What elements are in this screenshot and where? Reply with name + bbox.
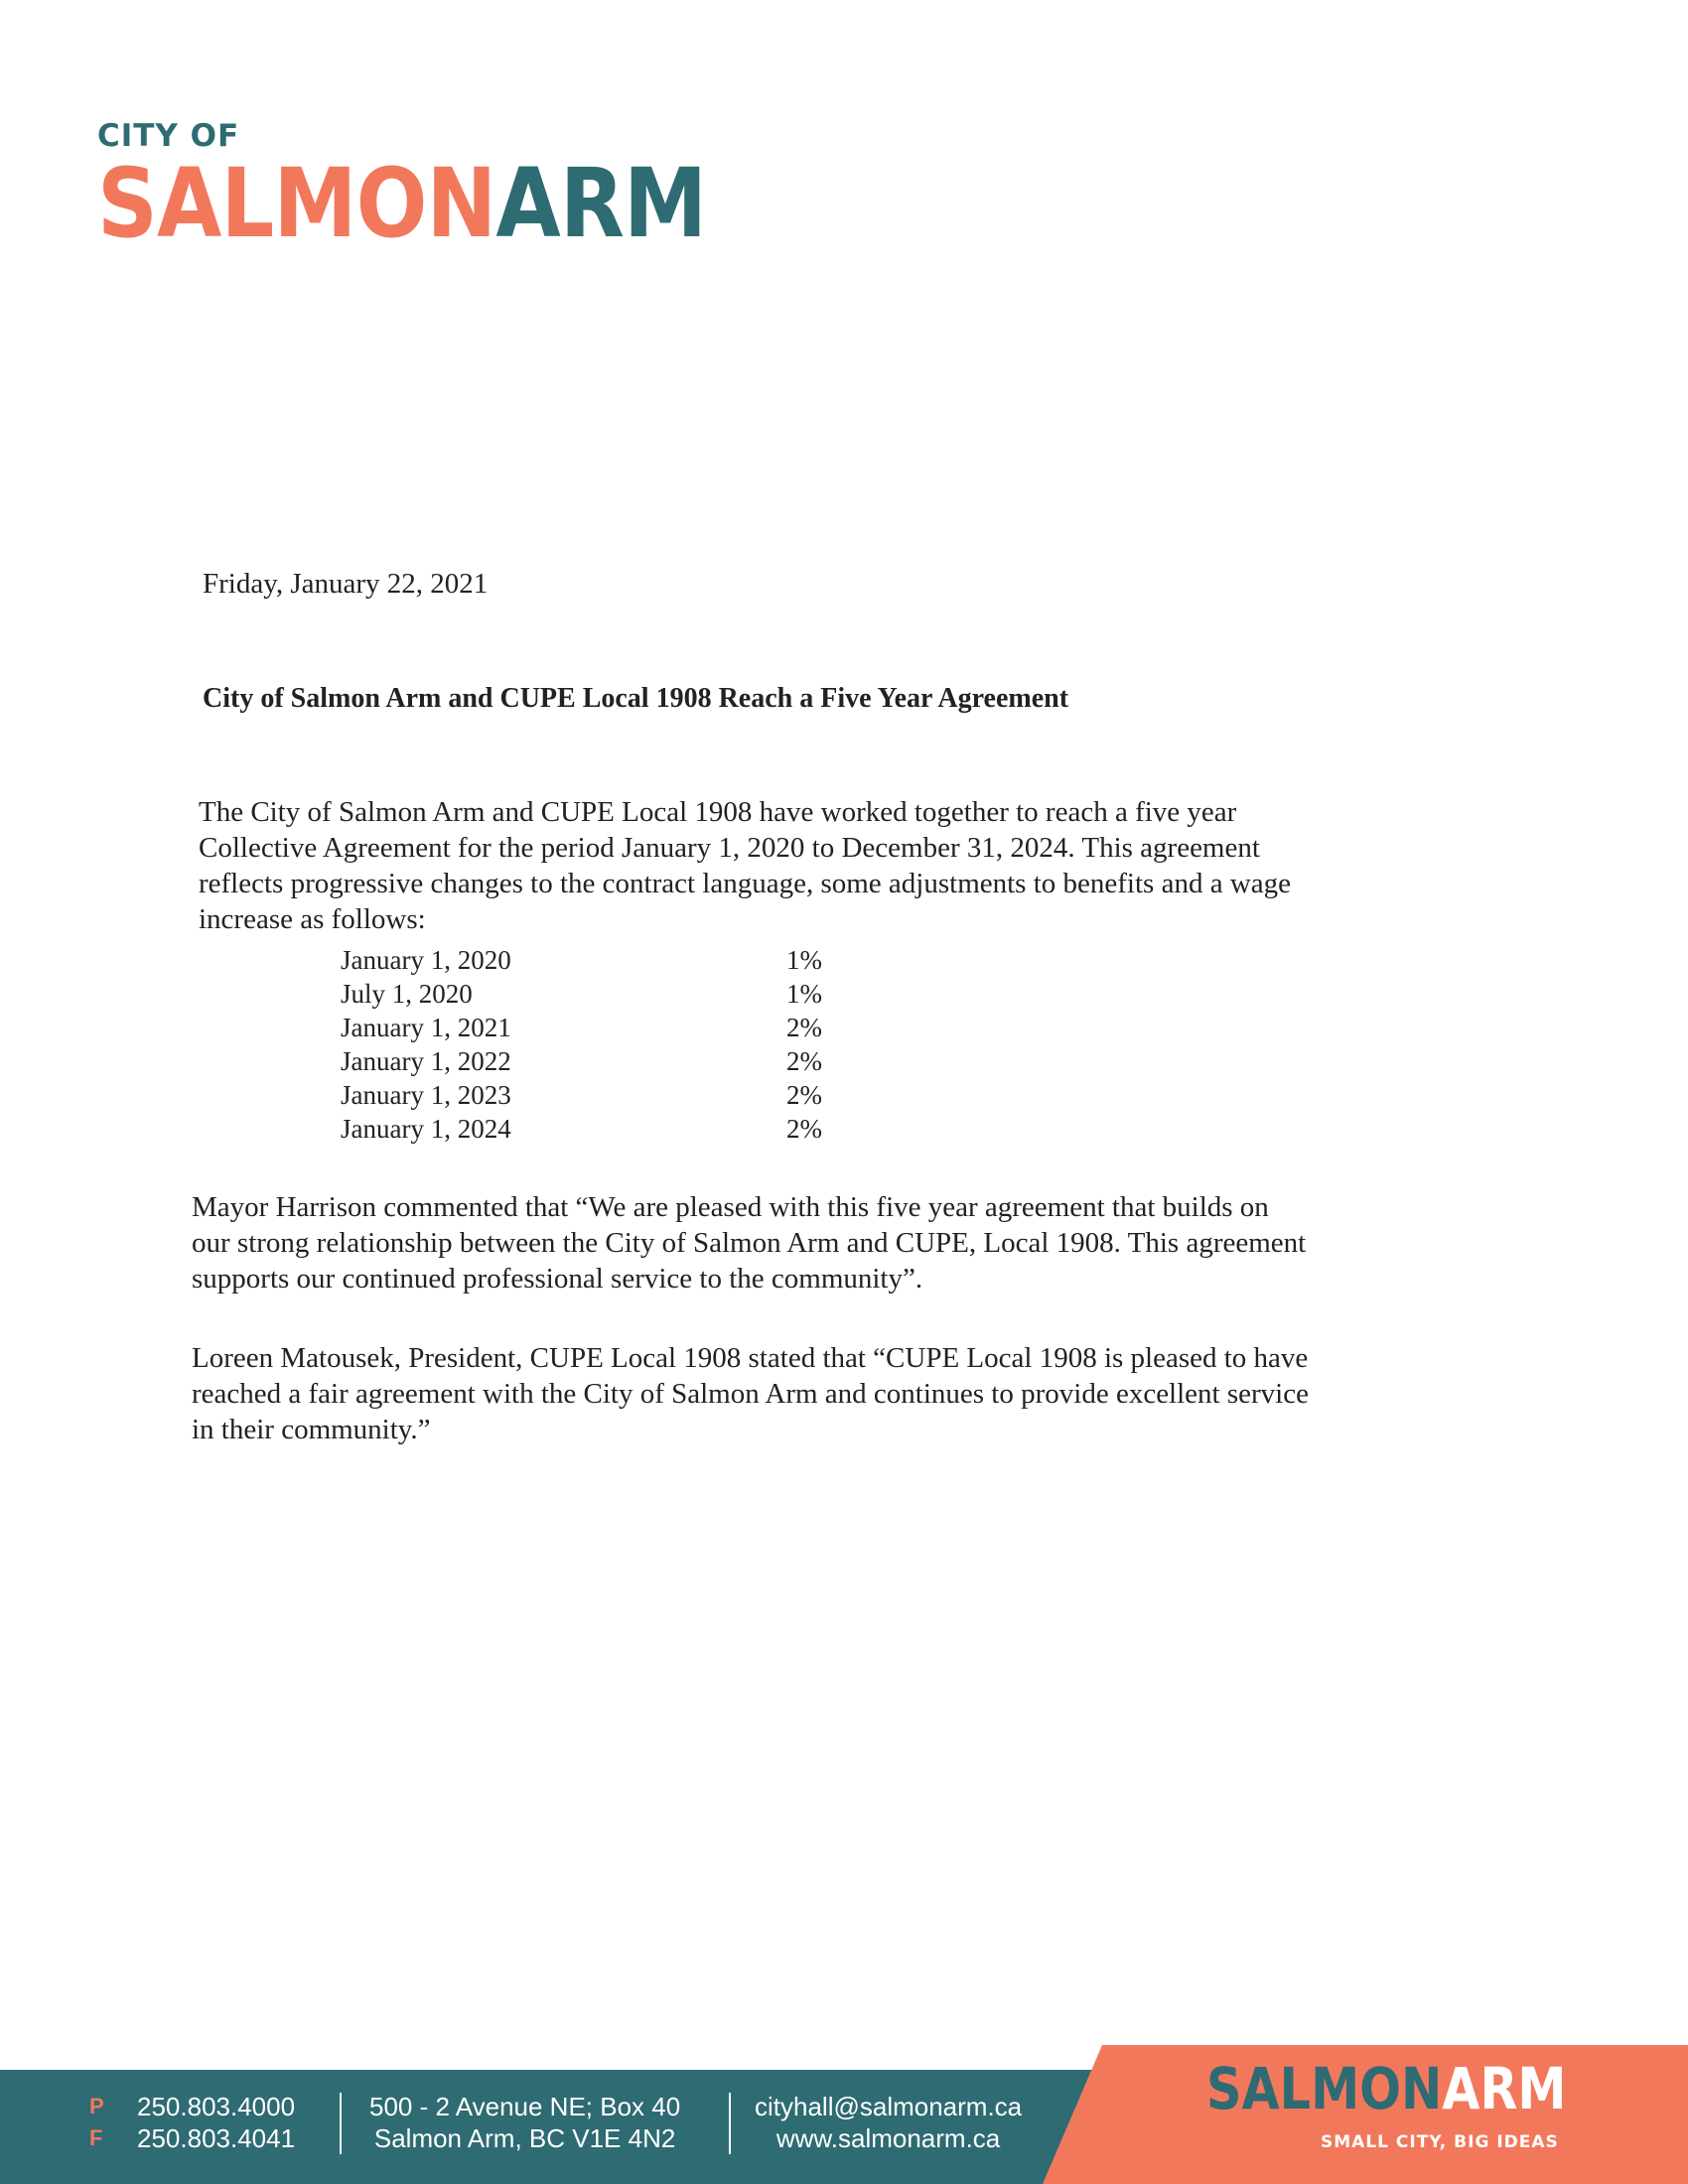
footer-address	[369, 2091, 680, 2154]
city-logo	[97, 118, 789, 259]
wage-row	[341, 1011, 837, 1044]
website-link[interactable]: www.salmonarm.ca	[775, 2123, 1001, 2153]
paragraph-line: in their community.”	[192, 1414, 431, 1445]
address-line: 500 - 2 Avenue NE; Box 40	[369, 2092, 681, 2121]
paragraph-president-quote	[192, 1340, 1309, 1447]
footer-tagline: SMALL CITY, BIG IDEAS	[1321, 2132, 1559, 2152]
paragraph-line: reflects progressive changes to the contract language, some adjustments to benefits and a wage	[199, 868, 1292, 899]
wage-row	[341, 943, 837, 977]
email-link[interactable]: cityhall@salmonarm.ca	[755, 2092, 1023, 2121]
wage-row	[341, 977, 837, 1011]
paragraph-line: supports our continued professional service to the community”.	[192, 1263, 923, 1295]
wage-date: July 1, 2020	[341, 979, 473, 1009]
paragraph-line: our strong relationship between the City of Salmon Arm and CUPE, Local 1908. This agreement	[192, 1227, 1307, 1259]
logo-salmon-text: SALMON	[97, 148, 496, 259]
wage-row	[341, 1112, 837, 1146]
footer-logo-salmon: SALMON	[1206, 2055, 1443, 2122]
wage-date: January 1, 2022	[341, 1046, 511, 1076]
wage-percent: 1%	[786, 945, 822, 975]
address-line: Salmon Arm, BC V1E 4N2	[373, 2123, 676, 2153]
wage-percent: 2%	[786, 1013, 822, 1042]
footer-logo-arm: ARM	[1442, 2055, 1567, 2122]
fax-number: 250.803.4041	[137, 2123, 296, 2153]
logo-city-of: CITY OF	[97, 118, 240, 154]
paragraph-agreement	[199, 794, 1291, 937]
wage-date: January 1, 2021	[341, 1013, 511, 1042]
paragraph-line: Mayor Harrison commented that “We are pleased with this five year agreement that builds on	[192, 1191, 1269, 1223]
paragraph-mayor-quote	[192, 1189, 1306, 1297]
phone-number: 250.803.4000	[137, 2092, 296, 2121]
footer-phones	[137, 2091, 295, 2154]
footer-divider	[340, 2093, 342, 2154]
footer-logo	[1206, 2055, 1567, 2122]
logo-arm-text: ARM	[495, 148, 707, 259]
footer-divider	[729, 2093, 731, 2154]
phone-label: P	[89, 2094, 104, 2118]
footer-web	[755, 2091, 1022, 2154]
logo-salmon-arm	[97, 148, 707, 259]
paragraph-line: increase as follows:	[199, 903, 426, 935]
wage-date: January 1, 2020	[341, 945, 511, 975]
paragraph-line: reached a fair agreement with the City of Salmon Arm and continues to provide excellent service	[192, 1378, 1309, 1410]
wage-row	[341, 1044, 837, 1078]
wage-percent: 2%	[786, 1080, 822, 1110]
paragraph-line: The City of Salmon Arm and CUPE Local 1908 have worked together to reach a five year	[199, 796, 1237, 828]
wage-percent: 2%	[786, 1114, 822, 1144]
wage-percent: 1%	[786, 979, 822, 1009]
paragraph-line: Loreen Matousek, President, CUPE Local 1908 stated that “CUPE Local 1908 is pleased to have	[192, 1342, 1309, 1374]
wage-date: January 1, 2023	[341, 1080, 511, 1110]
contact-labels	[89, 2091, 104, 2154]
wage-date: January 1, 2024	[341, 1114, 511, 1144]
wage-percent: 2%	[786, 1046, 822, 1076]
wage-row	[341, 1078, 837, 1112]
fax-label: F	[89, 2125, 103, 2150]
paragraph-line: Collective Agreement for the period January 1, 2020 to December 31, 2024. This agreement	[199, 832, 1260, 864]
letter-date: Friday, January 22, 2021	[203, 568, 489, 600]
wage-increase-table	[341, 943, 837, 1146]
letter-headline: City of Salmon Arm and CUPE Local 1908 Reach a Five Year Agreement	[203, 683, 1069, 714]
